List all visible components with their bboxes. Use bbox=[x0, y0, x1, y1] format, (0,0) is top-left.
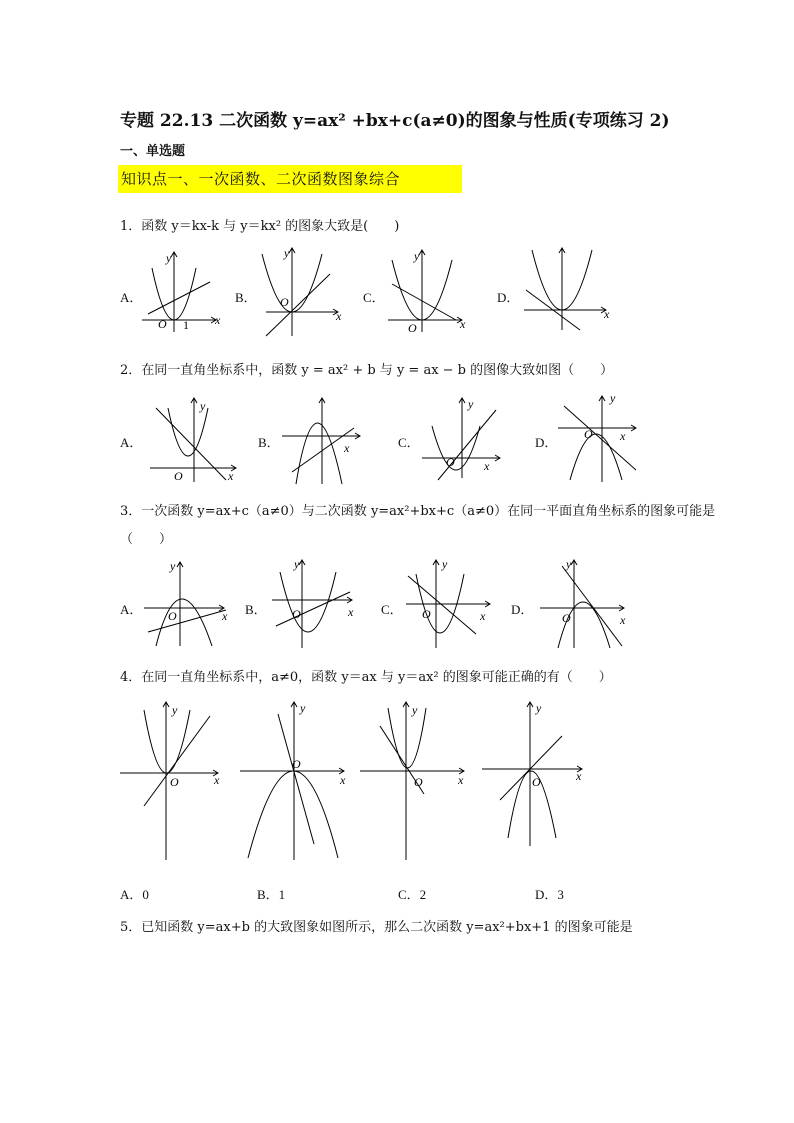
x-axis-label: x bbox=[344, 441, 350, 455]
q2-option-a[interactable]: A． bbox=[120, 435, 143, 450]
x-axis-label: x bbox=[604, 307, 610, 321]
origin-label: O bbox=[292, 757, 301, 771]
origin-label: O bbox=[408, 321, 417, 335]
x-axis-label: x bbox=[620, 429, 626, 443]
q3-option-a[interactable]: A． bbox=[120, 602, 143, 617]
q2-graph-c bbox=[420, 394, 508, 480]
q1-graph-d bbox=[520, 244, 612, 334]
q4-answer-d[interactable]: D．3 bbox=[535, 887, 564, 902]
q2-option-c[interactable]: C． bbox=[398, 435, 420, 450]
x-axis-label: x bbox=[460, 317, 466, 331]
q2-option-b[interactable]: B． bbox=[258, 435, 280, 450]
x-axis-label: x bbox=[480, 609, 486, 623]
q2-graph-b bbox=[280, 394, 366, 486]
x-axis-label: x bbox=[340, 773, 346, 787]
y-axis-label: y bbox=[412, 703, 418, 717]
q1-graph-c bbox=[384, 246, 468, 336]
q2-option-d[interactable]: D． bbox=[535, 435, 558, 450]
origin-label: O bbox=[532, 775, 541, 789]
origin-label: O bbox=[280, 295, 289, 309]
q4-graph-1 bbox=[120, 698, 224, 862]
q4-answer-b[interactable]: B．1 bbox=[257, 887, 286, 902]
origin-label: O bbox=[292, 607, 301, 621]
question-3-paren: （ ） bbox=[120, 532, 173, 547]
origin-label: O bbox=[584, 427, 593, 441]
q4-graph-2 bbox=[240, 698, 350, 862]
y-axis-label: y bbox=[468, 397, 474, 411]
tick-label-one: 1 bbox=[183, 318, 189, 332]
knowledge-point-banner bbox=[118, 165, 462, 193]
x-axis-label: x bbox=[214, 773, 220, 787]
q3-graph-b bbox=[270, 556, 360, 648]
q2-graph-a bbox=[146, 394, 240, 486]
y-axis-label: y bbox=[566, 557, 572, 571]
x-axis-label: x bbox=[576, 769, 582, 783]
q3-option-c[interactable]: C． bbox=[381, 602, 403, 617]
q3-graph-d bbox=[538, 556, 632, 650]
q3-graph-c bbox=[404, 556, 496, 650]
x-axis-label: x bbox=[484, 459, 490, 473]
x-axis-label: x bbox=[336, 309, 342, 323]
origin-label: O bbox=[446, 455, 455, 469]
origin-label: O bbox=[174, 469, 183, 483]
knowledge-point-text: 知识点一、一次函数、二次函数图象综合 bbox=[121, 170, 401, 188]
q1-graph-b bbox=[260, 244, 344, 338]
x-axis-label: x bbox=[620, 613, 626, 627]
q1-option-b[interactable]: B． bbox=[235, 290, 257, 305]
section-heading: 一、单选题 bbox=[120, 144, 186, 159]
q3-option-b[interactable]: B． bbox=[245, 602, 267, 617]
q1-graph-a bbox=[140, 248, 220, 334]
y-axis-label: y bbox=[414, 249, 420, 263]
q2-graph-d bbox=[556, 392, 648, 484]
x-axis-label: x bbox=[348, 605, 354, 619]
y-axis-label: y bbox=[294, 557, 300, 571]
y-axis-label: y bbox=[200, 399, 206, 413]
y-axis-label: y bbox=[172, 703, 178, 717]
x-axis-label: x bbox=[215, 313, 221, 327]
page-title: 专题 22.13 二次函数 y=ax² +bx+c(a≠0)的图象与性质(专项练习 2) bbox=[120, 111, 670, 131]
question-5-text: 5．已知函数 y=ax+b 的大致图象如图所示，那么二次函数 y=ax²+bx+1 的图象可能是 bbox=[120, 920, 633, 935]
origin-label: O bbox=[422, 607, 431, 621]
y-axis-label: y bbox=[442, 557, 448, 571]
question-2-text: 2．在同一直角坐标系中，函数 y = ax² + b 与 y = ax − b 的图像大致如图（ ） bbox=[120, 363, 614, 378]
y-axis-label: y bbox=[536, 701, 542, 715]
y-axis-label: y bbox=[300, 701, 306, 715]
question-1-text: 1．函数 y＝kx-k 与 y＝kx² 的图象大致是( ) bbox=[120, 219, 400, 234]
origin-label: O bbox=[562, 611, 571, 625]
origin-label: O bbox=[168, 609, 177, 623]
origin-label: O bbox=[414, 775, 423, 789]
q3-graph-a bbox=[140, 558, 232, 648]
y-axis-label: y bbox=[166, 251, 172, 265]
q4-graph-3 bbox=[360, 698, 470, 862]
q3-option-d[interactable]: D． bbox=[511, 602, 534, 617]
q4-answer-c[interactable]: C．2 bbox=[398, 887, 427, 902]
y-axis-label: y bbox=[610, 391, 616, 405]
x-axis-label: x bbox=[228, 469, 234, 483]
q4-answer-a[interactable]: A．0 bbox=[120, 887, 149, 902]
q1-option-d[interactable]: D． bbox=[497, 290, 520, 305]
question-4-text: 4．在同一直角坐标系中，a≠0，函数 y＝ax 与 y＝ax² 的图象可能正确的有（ ） bbox=[120, 670, 612, 685]
q4-graph-4 bbox=[482, 698, 590, 862]
origin-label: O bbox=[158, 317, 167, 331]
x-axis-label: x bbox=[458, 773, 464, 787]
y-axis-label: y bbox=[284, 246, 290, 260]
q1-option-a[interactable]: A． bbox=[120, 290, 143, 305]
y-axis-label: y bbox=[170, 559, 176, 573]
origin-label: O bbox=[170, 775, 179, 789]
q1-option-c[interactable]: C． bbox=[363, 290, 385, 305]
x-axis-label: x bbox=[222, 609, 228, 623]
question-3-text: 3．一次函数 y=ax+c（a≠0）与二次函数 y=ax²+bx+c（a≠0）在同一平面直角坐标系的图象可能是 bbox=[120, 504, 716, 519]
